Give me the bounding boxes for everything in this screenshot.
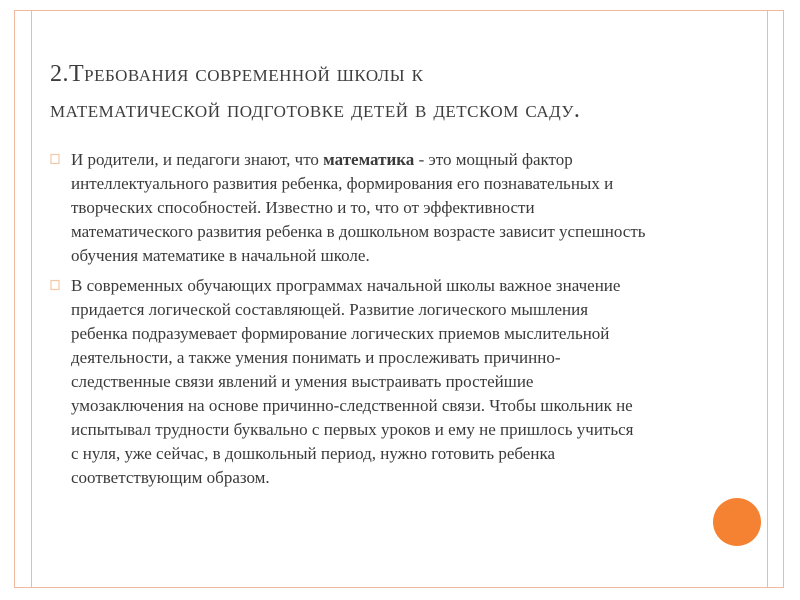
bullet-2-line-7: испытывал трудности буквально с первых уроков и ему не пришлось учиться <box>71 420 634 439</box>
bullet-2-line-9: соответствующим образом. <box>71 468 270 487</box>
bullet-1-line-2: интеллектуального развития ребенка, формирования его познавательных и <box>71 174 614 193</box>
bullet-2-line-3: ребенка подразумевает формирование логических приемов мыслительной <box>71 324 610 343</box>
bullet-1-line-4: математического развития ребенка в дошкольном возрасте зависит успешность <box>71 222 646 241</box>
right-vertical-rule <box>767 10 768 588</box>
bullet-1-text-end: - это мощный фактор <box>414 150 573 169</box>
slide-title <box>50 56 750 128</box>
bullet-2-line-4: деятельности, а также умения понимать и прослеживать причинно- <box>71 348 561 367</box>
bullet-1-bold-term: математика <box>323 150 415 169</box>
hollow-square-bullet-icon <box>50 153 60 165</box>
bullet-2-line-2: придается логической составляющей. Развитие логического мышления <box>71 300 589 319</box>
bullet-1-text-start: И родители, и педагоги знают, что <box>71 150 324 169</box>
hollow-square-bullet-icon <box>50 279 60 291</box>
bullet-1-line-5: обучения математике в начальной школе. <box>71 246 370 265</box>
bullet-2-line-6: умозаключения на основе причинно-следственной связи. Чтобы школьник не <box>71 396 633 415</box>
bullet-1-line-3: творческих способностей. Известно и то, что от эффективности <box>71 198 535 217</box>
bullet-2-line-1: В современных обучающих программах начальной школы важное значение <box>71 276 621 295</box>
decorative-orange-circle <box>713 498 761 546</box>
bullet-2-line-5: следственные связи явлений и умения выстраивать простейшие <box>71 372 534 391</box>
bullet-item-1 <box>50 148 760 268</box>
bullet-list <box>50 148 760 496</box>
slide-title-line-2: математической подготовке детей в детском саду. <box>50 97 581 123</box>
bullet-item-2 <box>50 274 760 490</box>
slide-title-line-1: 2.Требования современной школы к <box>50 61 424 87</box>
bullet-2-line-8: с нуля, уже сейчас, в дошкольный период, нужно готовить ребенка <box>71 444 555 463</box>
left-vertical-rule <box>31 10 32 588</box>
bullet-1-line-1 <box>71 148 760 172</box>
